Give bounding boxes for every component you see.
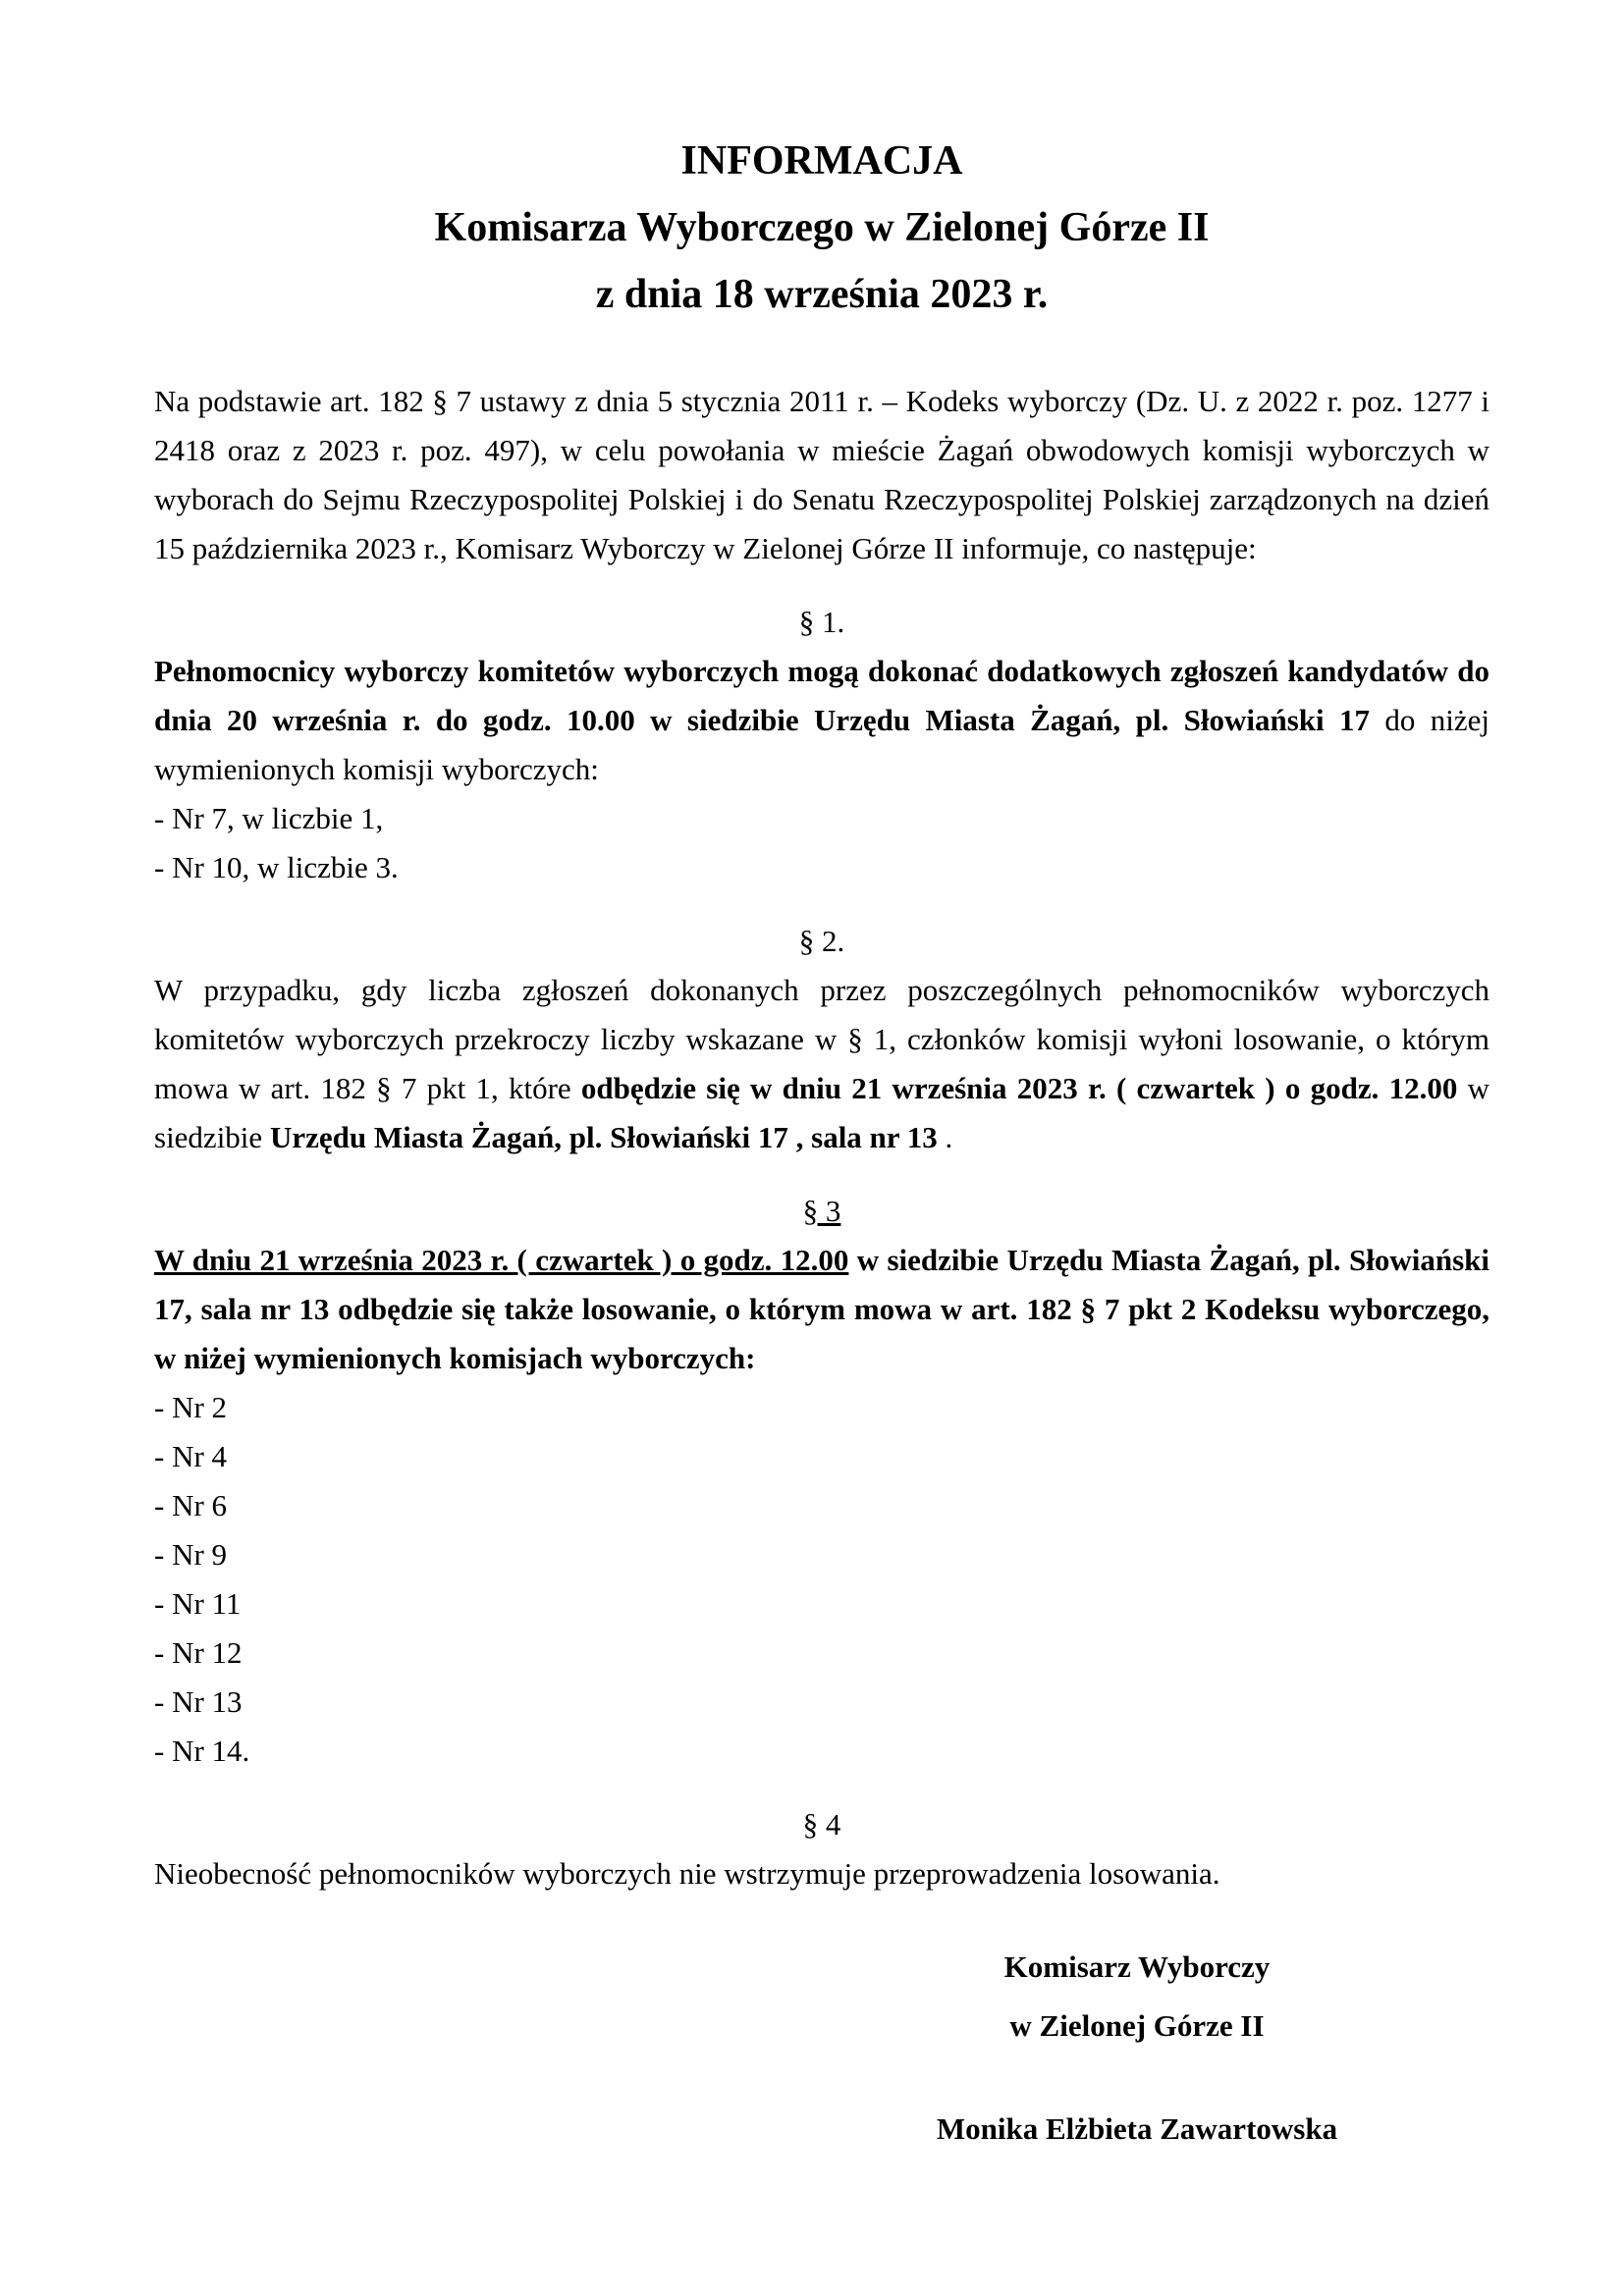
section-3-heading-text: § 3 [802,1194,841,1228]
signature-role-line-2: w Zielonej Górze II [1009,2008,1265,2043]
section-3-list [154,1383,1489,1776]
list-item: - Nr 4 [154,1439,228,1473]
list-item: - Nr 7, w liczbie 1, [154,801,384,835]
section-2-heading-text: § 2. [798,924,845,958]
list-item: - Nr 12 [154,1635,243,1670]
text-run: Nieobecność pełnomocników wyborczych nie wstrzymuje przeprowadzenia losowania. [154,1856,1220,1891]
signature-block [842,1938,1432,2159]
list-item: - Nr 9 [154,1537,228,1572]
text-run: w siedzibie [154,1071,1489,1154]
list-item: - Nr 13 [154,1684,243,1719]
section-1-heading-text: § 1. [798,605,845,639]
list-item: - Nr 10, w liczbie 3. [154,850,399,884]
text-run: do niżej wymienionych komisji wyborczych: [154,703,1489,786]
text-run: . [937,1120,953,1154]
list-item: - Nr 6 [154,1488,228,1522]
section-3-paragraph [154,1236,1489,1383]
text-run: w siedzibie Urzędu Miasta Żagań, pl. Słowiański 17, sala nr 13 odbędzie się także losowanie, o którym mowa w art. 182 § 7 pkt 2 Kodeksu wyborczego, w niżej wymienionych komisjach wyborczych: [154,1243,1489,1375]
document-title: INFORMACJA [680,138,963,184]
text-run: Pełnomocnicy wyborczy komitetów wyborczych mogą dokonać dodatkowych zgłoszeń kandydatów do dnia 20 września r. do godz. 10.00 w siedzibie Urzędu Miasta Żagań, pl. Słowiański 17 [154,654,1489,737]
text-run: W przypadku, gdy liczba zgłoszeń dokonanych przez poszczególnych pełnomocników wyborczych komitetów wyborczych przekroczy liczby wskazane w § 1, członków komisji wyłoni losowanie, o którym mowa w art. 182 § 7 pkt 1, które [154,973,1489,1105]
section-3-heading [154,1187,1489,1236]
text-run: W dniu 21 września 2023 r. ( czwartek ) o godz. 12.00 [154,1243,849,1277]
section-2-paragraph [154,966,1489,1162]
signature-role-line-1: Komisarz Wyborczy [1003,1949,1271,1984]
section-4-heading-text: § 4 [802,1807,841,1842]
text-run: odbędzie się w dniu 21 września 2023 r. ( czwartek ) o godz. 12.00 [580,1071,1458,1105]
signature-name: Monika Elżbieta Zawartowska [936,2111,1338,2146]
section-1-paragraph [154,647,1489,794]
section-1-heading [154,598,1489,647]
section-2-heading [154,917,1489,966]
list-item: - Nr 14. [154,1734,250,1768]
list-item: - Nr 2 [154,1390,228,1424]
document-title-issuer: Komisarza Wyborczego w Zielonej Górze II [434,205,1210,250]
section-4-heading [154,1800,1489,1849]
list-item: - Nr 11 [154,1586,242,1621]
section-4-paragraph [154,1849,1489,1898]
section-1-list [154,794,1489,892]
text-run: Urzędu Miasta Żagań, pl. Słowiański 17 , sala nr 13 [269,1120,938,1154]
intro-paragraph: Na podstawie art. 182 § 7 ustawy z dnia 5 stycznia 2011 r. – Kodeks wyborczy (Dz. U. z 2022 r. poz. 1277 i 2418 oraz z 2023 r. poz. 497), w celu powołania w mieście Żagań obwodowych komisji wyborczych w wyborach do Sejmu Rzeczypospolitej Polskiej i do Senatu Rzeczypospolitej Polskiej zarządzonych na dzień 15 października 2023 r., Komisarz Wyborczy w Zielonej Górze II informuje, co następuje: [154,384,1489,565]
document-title-date: z dnia 18 września 2023 r. [595,272,1049,317]
